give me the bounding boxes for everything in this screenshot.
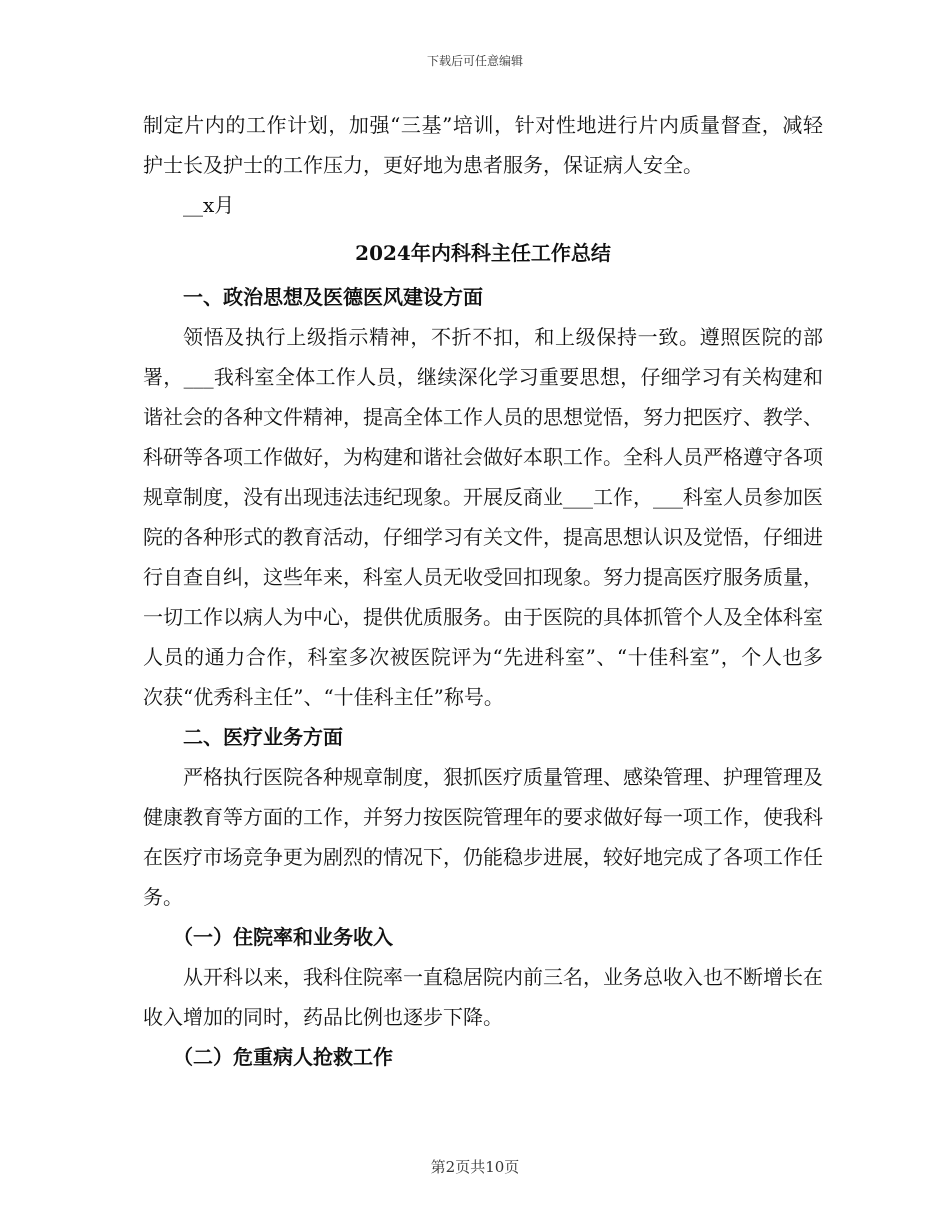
document-body [143,105,823,1077]
section-2-heading: 二、医疗业务方面 [183,725,343,749]
continuation-paragraph: 制定片内的工作计划，加强“三基”培训，针对性地进行片内质量督查，减轻护士长及护士的工作压力，更好地为患者服务，保证病人安全。 [143,113,823,177]
subsection-2-heading: （二）危重病人抢救工作 [173,1045,393,1069]
document-title: 2024年内科科主任工作总结 [355,241,611,265]
page-header: 下载后可任意编辑 [426,54,523,68]
page-footer: 第2页共10页 [430,1158,520,1176]
date-line: __x月 [183,193,235,217]
section-1-paragraph: 领悟及执行上级指示精神，不折不扣，和上级保持一致。遵照医院的部署，___我科室全体工作人员，继续深化学习重要思想，仔细学习有关构建和谐社会的各种文件精神，提高全体工作人员的思想觉悟，努力把医疗、教学、科研等各项工作做好，为构建和谐社会做好本职工作。全科人员严格遵守各项规章制度，没有出现违法违纪现象。开展反商业___工作，___科室人员参加医院的各种形式的教育活动，仔细学习有关文件，提高思想认识及觉悟，仔细进行自查自纠，这些年来，科室人员无收受回扣现象。努力提高医疗服务质量，一切工作以病人为中心，提供优质服务。由于医院的具体抓管个人及全体科室人员的通力合作，科室多次被医院评为“先进科室”、“十佳科室”，个人也多次获“优秀科主任”、“十佳科主任”称号。 [143,325,823,709]
subsection-1-heading: （一）住院率和业务收入 [173,925,393,949]
section-1-heading: 一、政治思想及医德医风建设方面 [183,285,483,309]
section-2-paragraph: 严格执行医院各种规章制度，狠抓医疗质量管理、感染管理、护理管理及健康教育等方面的工作，并努力按医院管理年的要求做好每一项工作，使我科在医疗市场竞争更为剧烈的情况下，仍能稳步进展，较好地完成了各项工作任务。 [143,765,823,909]
subsection-1-paragraph: 从开科以来，我科住院率一直稳居院内前三名，业务总收入也不断增长在收入增加的同时，药品比例也逐步下降。 [143,965,823,1029]
